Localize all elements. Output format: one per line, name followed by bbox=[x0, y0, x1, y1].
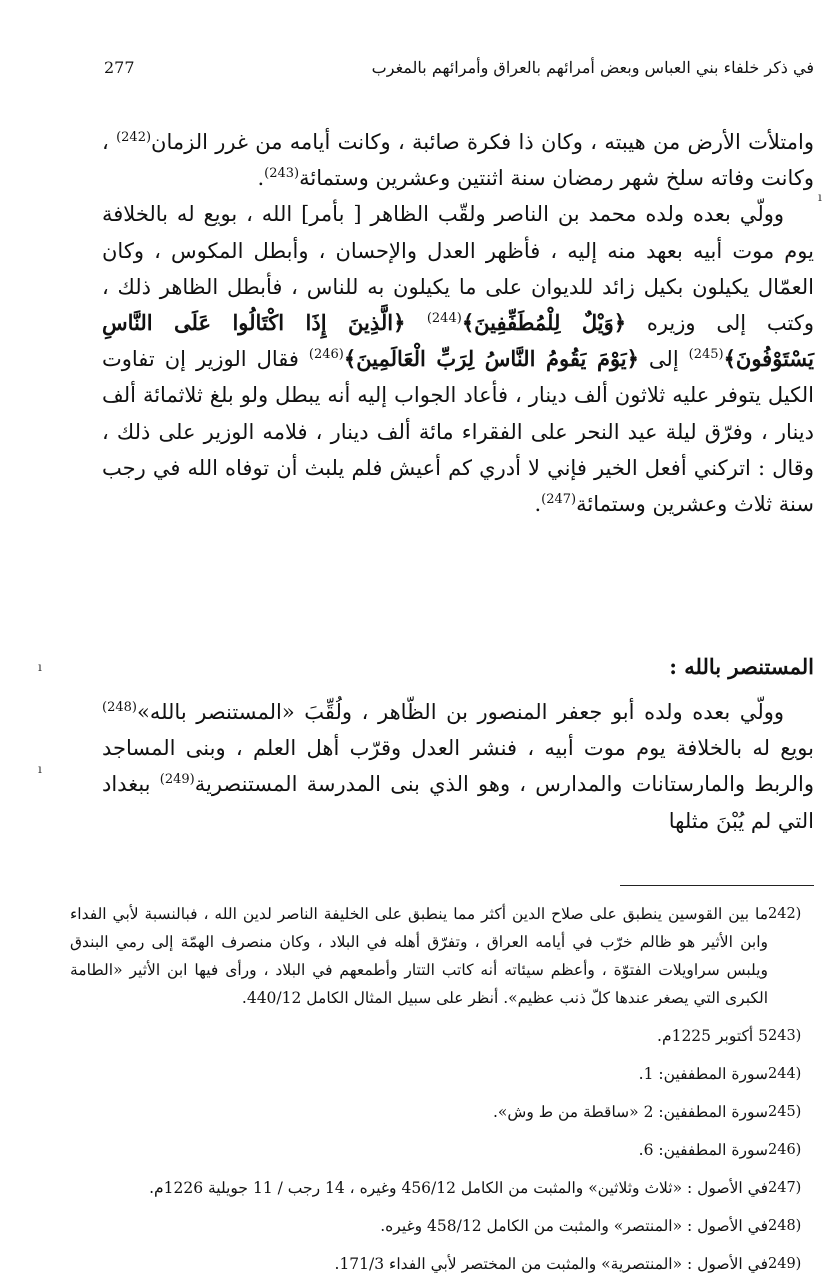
footnotes bbox=[70, 900, 814, 1288]
footnote-number: 249) bbox=[768, 1256, 802, 1272]
quran-verse: ﴿وَيْلٌ لِلْمُطَفِّفِينَ﴾ bbox=[461, 310, 627, 336]
page-number: 277 bbox=[104, 58, 135, 77]
footnote-text: 5 أكتوبر 1225م. bbox=[657, 1027, 768, 1045]
margin-mark: ı bbox=[38, 762, 42, 776]
paragraph-text: وامتلأت الأرض من هيبته ، وكان ذا فكرة صائبة ، وكانت أيامه من غرر الزمان bbox=[151, 130, 814, 154]
footnote-ref-247[interactable]: (247) bbox=[541, 492, 577, 508]
margin-mark: ı bbox=[38, 660, 42, 674]
footnote-number: 247) bbox=[768, 1180, 802, 1196]
paragraph-text: ببغداد التي لم يُبْنَ مثلها bbox=[102, 772, 814, 833]
footnote-number: 246) bbox=[768, 1142, 802, 1158]
footnote-text: في الأصول : «المنتصر» والمثبت من الكامل 458/12 وغيره. bbox=[380, 1217, 768, 1235]
footnote bbox=[70, 1022, 814, 1050]
paragraph-text: . bbox=[257, 166, 265, 191]
quran-verse: ﴿الَّذِينَ إِذَا اكْتَالُوا عَلَى النَّاسِ يَسْتَوْفُونَ﴾ bbox=[102, 310, 814, 372]
margin-mark: ı bbox=[818, 190, 822, 204]
paragraph-text: فقال الوزير إن تفاوت الكيل يتوفر عليه ثلاثون ألف دينار ، فأعاد الجواب إليه أنه يبطل ولو بلغ ثلاثمائة ألف دينار ، وفرّق ليلة عيد النحر على الفقراء مائة ألف دينار ، فلامه الوزير على ذلك ، وقال : اتركني أفعل الخير فإني لا أدري كم أعيش فلم يلبث أن توفاه الله في رجب سنة ثلاث وعشرين وستمائة bbox=[102, 347, 814, 517]
footnote-number: 243) bbox=[768, 1028, 802, 1044]
footnote-text: ما بين القوسين ينطبق على صلاح الدين أكثر مما ينطبق على الخليفة الناصر لدين الله ، فبالنسبة لأبي الفداء وابن الأثير هو ظالم خرّب في أيامه العراق ، وتفرّق أهله في البلاد ، وكان منصرف الهمّة إلى رمي البندق ويلبس سراويلات الفتوّة ، وأعظم سيئاته أنه كاتب التتار وأطمعهم في البلاد ، ورأى فيها ابن الأثير «الطامة الكبرى التي يصغر عندها كلّ ذنب عظيم». أنظر على سبيل المثال الكامل 440/12. bbox=[70, 905, 768, 1007]
quran-verse: ﴿يَوْمَ يَقُومُ النَّاسُ لِرَبِّ الْعَالَمِينَ﴾ bbox=[343, 346, 639, 372]
section2-body bbox=[102, 694, 814, 839]
paragraph-text: ، وكانت وفاته سلخ شهر رمضان سنة اثنتين وعشرين وستمائة bbox=[102, 130, 814, 191]
paragraph bbox=[102, 694, 814, 839]
footnote bbox=[70, 1136, 814, 1164]
footnote-ref-245[interactable]: (245) bbox=[688, 347, 724, 363]
footnote-number: 244) bbox=[768, 1066, 802, 1082]
section1-body bbox=[102, 124, 814, 522]
paragraph-text: . bbox=[534, 492, 542, 517]
paragraph bbox=[102, 196, 814, 522]
footnote bbox=[70, 1250, 814, 1278]
footnote bbox=[70, 1098, 814, 1126]
footnote bbox=[70, 1174, 814, 1202]
footnote-ref-248[interactable]: (248) bbox=[102, 700, 137, 715]
footnote-ref-244[interactable]: (244) bbox=[426, 311, 462, 327]
footnote-text: سورة المطففين: 1. bbox=[638, 1065, 768, 1083]
footnote-text: سورة المطففين: 2 «ساقطة من ط وش». bbox=[492, 1103, 768, 1121]
paragraph-text: وولّي بعده ولده أبو جعفر المنصور بن الظّاهر ، ولُقِّبَ «المستنصر بالله» bbox=[136, 700, 784, 724]
footnote-text: في الأصول : «ثلاث وثلاثين» والمثبت من الكامل 456/12 وغيره ، 14 رجب / 11 جويلية 1226م. bbox=[149, 1179, 768, 1197]
paragraph-text: وولّي بعده ولده محمد بن الناصر ولقّب الظاهر [ بأمر] الله ، بويع له بالخلافة يوم موت أبيه بعهد منه إليه ، فأظهر العدل والإحسان ، وأبطل المكوس ، وكان العمّال يكيلون بكيل زائد للديوان على ما يكيلون به للناس ، فأبطل الظاهر ذلك ، وكتب إلى وزيره bbox=[102, 202, 814, 336]
paragraph-text: بويع له بالخلافة يوم موت أبيه ، فنشر العدل وقرّب أهل العلم ، وبنى المساجد والربط والمارستانات والمدارس ، وهو الذي بنى المدرسة المستنصرية bbox=[102, 736, 815, 797]
footnote-text: في الأصول : «المنتصرية» والمثبت من المختصر لأبي الفداء 171/3. bbox=[334, 1255, 768, 1273]
paragraph bbox=[102, 124, 814, 196]
footnote bbox=[70, 1212, 814, 1240]
footnote-divider bbox=[620, 885, 814, 886]
footnote-ref-246[interactable]: (246) bbox=[308, 347, 344, 363]
paragraph-text: إلى bbox=[638, 347, 689, 372]
footnote-ref-249[interactable]: (249) bbox=[159, 772, 195, 788]
footnote-number: 245) bbox=[768, 1104, 802, 1120]
footnote-ref-243[interactable]: (243) bbox=[264, 166, 300, 182]
footnote bbox=[70, 900, 814, 1012]
section-heading: المستنصر بالله : bbox=[669, 654, 814, 679]
footnote-ref-242[interactable]: (242) bbox=[116, 130, 152, 145]
running-head: في ذكر خلفاء بني العباس وبعض أمرائهم بالعراق وأمرائهم بالمغرب bbox=[371, 58, 814, 77]
footnote-number: 242) bbox=[768, 906, 802, 922]
footnote-text: سورة المطففين: 6. bbox=[638, 1141, 768, 1159]
footnote bbox=[70, 1060, 814, 1088]
footnote-number: 248) bbox=[768, 1218, 802, 1234]
